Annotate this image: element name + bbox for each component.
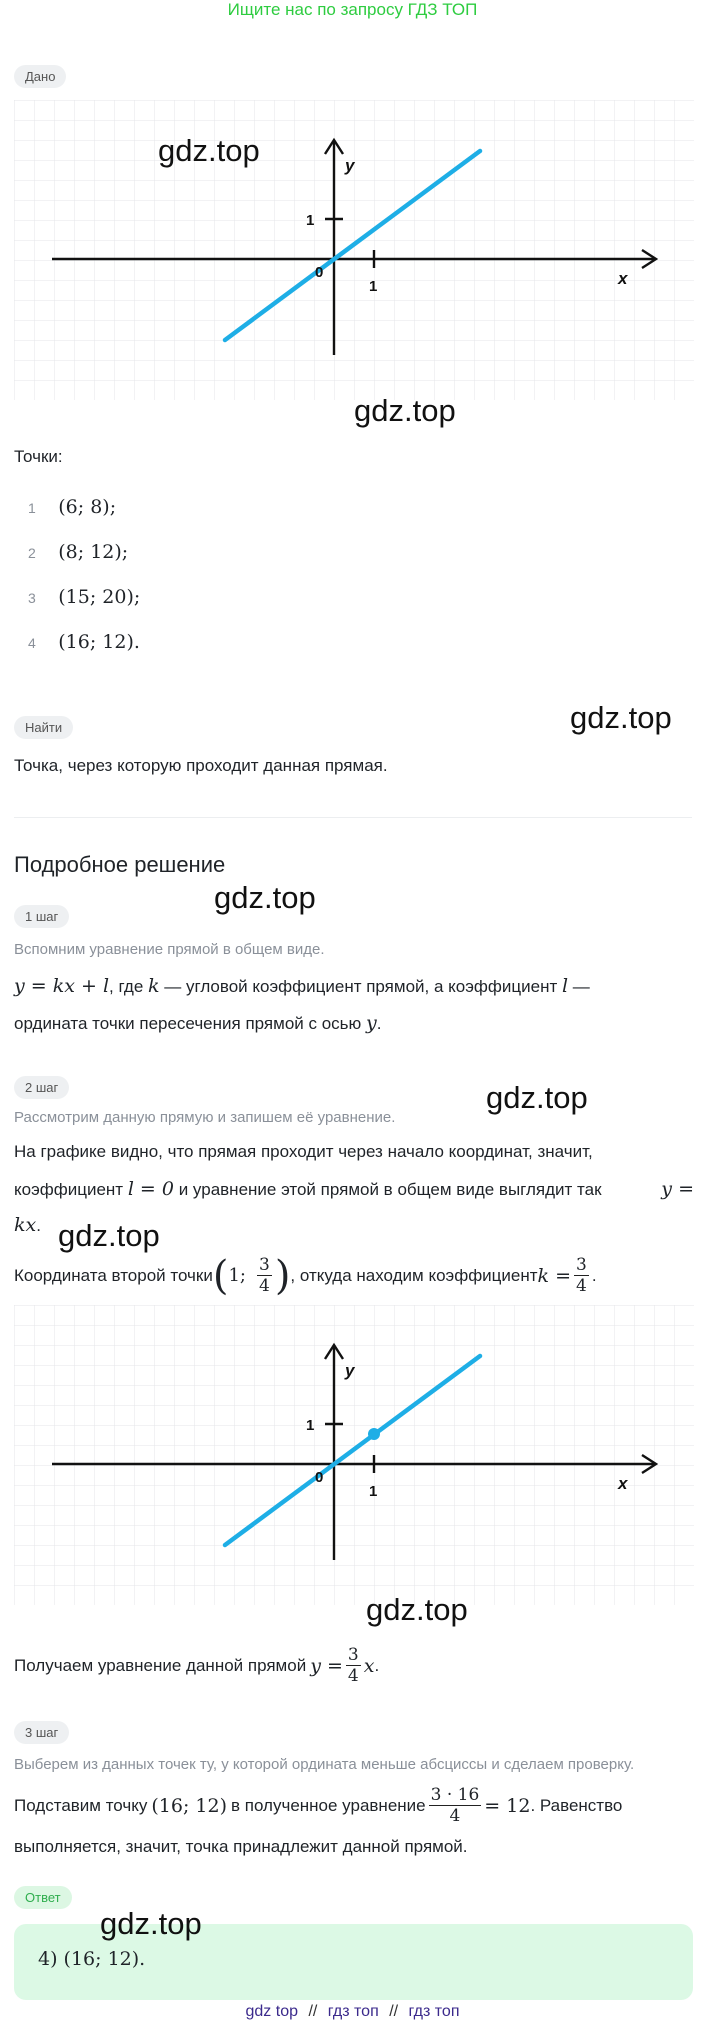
y-axis-label: y bbox=[345, 1361, 355, 1380]
step1-text: y = kx + l, где k — угловой коэффициент прямой, а коэффициент l — bbox=[14, 975, 590, 997]
find-text: Точка, через которую проходит данная прямая. bbox=[14, 756, 388, 775]
step1-text-line2: ордината точки пересечения прямой с осью y. bbox=[14, 1012, 382, 1034]
x-axis-label: x bbox=[618, 1474, 628, 1493]
watermark: gdz.top bbox=[158, 133, 260, 168]
list-item: 3 (15; 20); bbox=[28, 586, 141, 608]
watermark: gdz.top bbox=[58, 1218, 160, 1253]
solution-graph bbox=[14, 1305, 694, 1605]
footer-link[interactable]: гдз топ bbox=[408, 2003, 460, 2020]
given-graph bbox=[14, 100, 694, 400]
y-tick-label: 1 bbox=[306, 1417, 315, 1434]
step2-result: Получаем уравнение данной прямой y = $\frac{3}{4}$ x . bbox=[14, 1645, 380, 1686]
section-divider bbox=[14, 817, 692, 818]
origin-label: 0 bbox=[315, 264, 324, 281]
origin-label: 0 bbox=[315, 1469, 324, 1486]
step3-text-line2: выполняется, значит, точка принадлежит данной прямой. bbox=[14, 1837, 468, 1856]
solution-title: Подробное решение bbox=[14, 852, 226, 877]
step3-chip: 3 шаг bbox=[14, 1721, 69, 1744]
top-search-link[interactable]: Ищите нас по запросу ГДЗ ТОП bbox=[227, 0, 478, 19]
x-tick-label: 1 bbox=[369, 1483, 378, 1500]
step2-text-line4: Координата второй точки ( 1; $\frac{3}{4}$ ) , откуда находим коэффициент k = $\frac{3}{4}$ . bbox=[14, 1252, 597, 1299]
point-list bbox=[28, 496, 140, 676]
step1-chip: 1 шаг bbox=[14, 905, 69, 928]
points-label: Точки: bbox=[14, 447, 63, 466]
step3-hint: Выберем из данных точек ту, у которой ордината меньше абсциссы и сделаем проверку. bbox=[14, 1756, 635, 1773]
step3-text-line1: Подставим точку (16; 12) в полученное уравнение $\frac{3 \cdot 16}{4}$ = 12 . Равенство bbox=[14, 1785, 623, 1826]
answer-text: 4) (16; 12). bbox=[38, 1948, 146, 1970]
step1-hint: Вспомним уравнение прямой в общем виде. bbox=[14, 941, 325, 958]
step2-text-line3: kx. bbox=[14, 1214, 41, 1236]
given-chip: Дано bbox=[14, 65, 66, 88]
watermark: gdz.top bbox=[570, 700, 672, 735]
point-marker bbox=[368, 1428, 380, 1440]
step2-chip: 2 шаг bbox=[14, 1076, 69, 1099]
find-chip: Найти bbox=[14, 716, 73, 739]
x-tick-label: 1 bbox=[369, 278, 378, 295]
list-item: 1 (6; 8); bbox=[28, 496, 117, 518]
footer-links: gdz top // гдз топ // гдз топ bbox=[245, 2003, 460, 2020]
watermark: gdz.top bbox=[366, 1592, 468, 1627]
y-axis-label: y bbox=[345, 156, 355, 175]
watermark: gdz.top bbox=[486, 1080, 588, 1115]
answer-chip: Ответ bbox=[14, 1886, 72, 1909]
watermark: gdz.top bbox=[100, 1906, 202, 1941]
footer-link[interactable]: гдз топ bbox=[327, 2003, 379, 2020]
list-item: 2 (8; 12); bbox=[28, 541, 129, 563]
list-item: 4 (16; 12). bbox=[28, 631, 140, 653]
footer-link[interactable]: gdz top bbox=[245, 2003, 298, 2020]
step2-text-line1: На графике видно, что прямая проходит через начало координат, значит, bbox=[14, 1142, 593, 1161]
watermark: gdz.top bbox=[354, 393, 456, 428]
watermark: gdz.top bbox=[214, 880, 316, 915]
step2-hint: Рассмотрим данную прямую и запишем её уравнение. bbox=[14, 1109, 396, 1126]
x-axis-label: x bbox=[618, 269, 628, 288]
step2-text-line2: коэффициент l = 0 и уравнение этой прямой в общем виде выглядит так y = bbox=[14, 1178, 694, 1200]
y-tick-label: 1 bbox=[306, 212, 315, 229]
